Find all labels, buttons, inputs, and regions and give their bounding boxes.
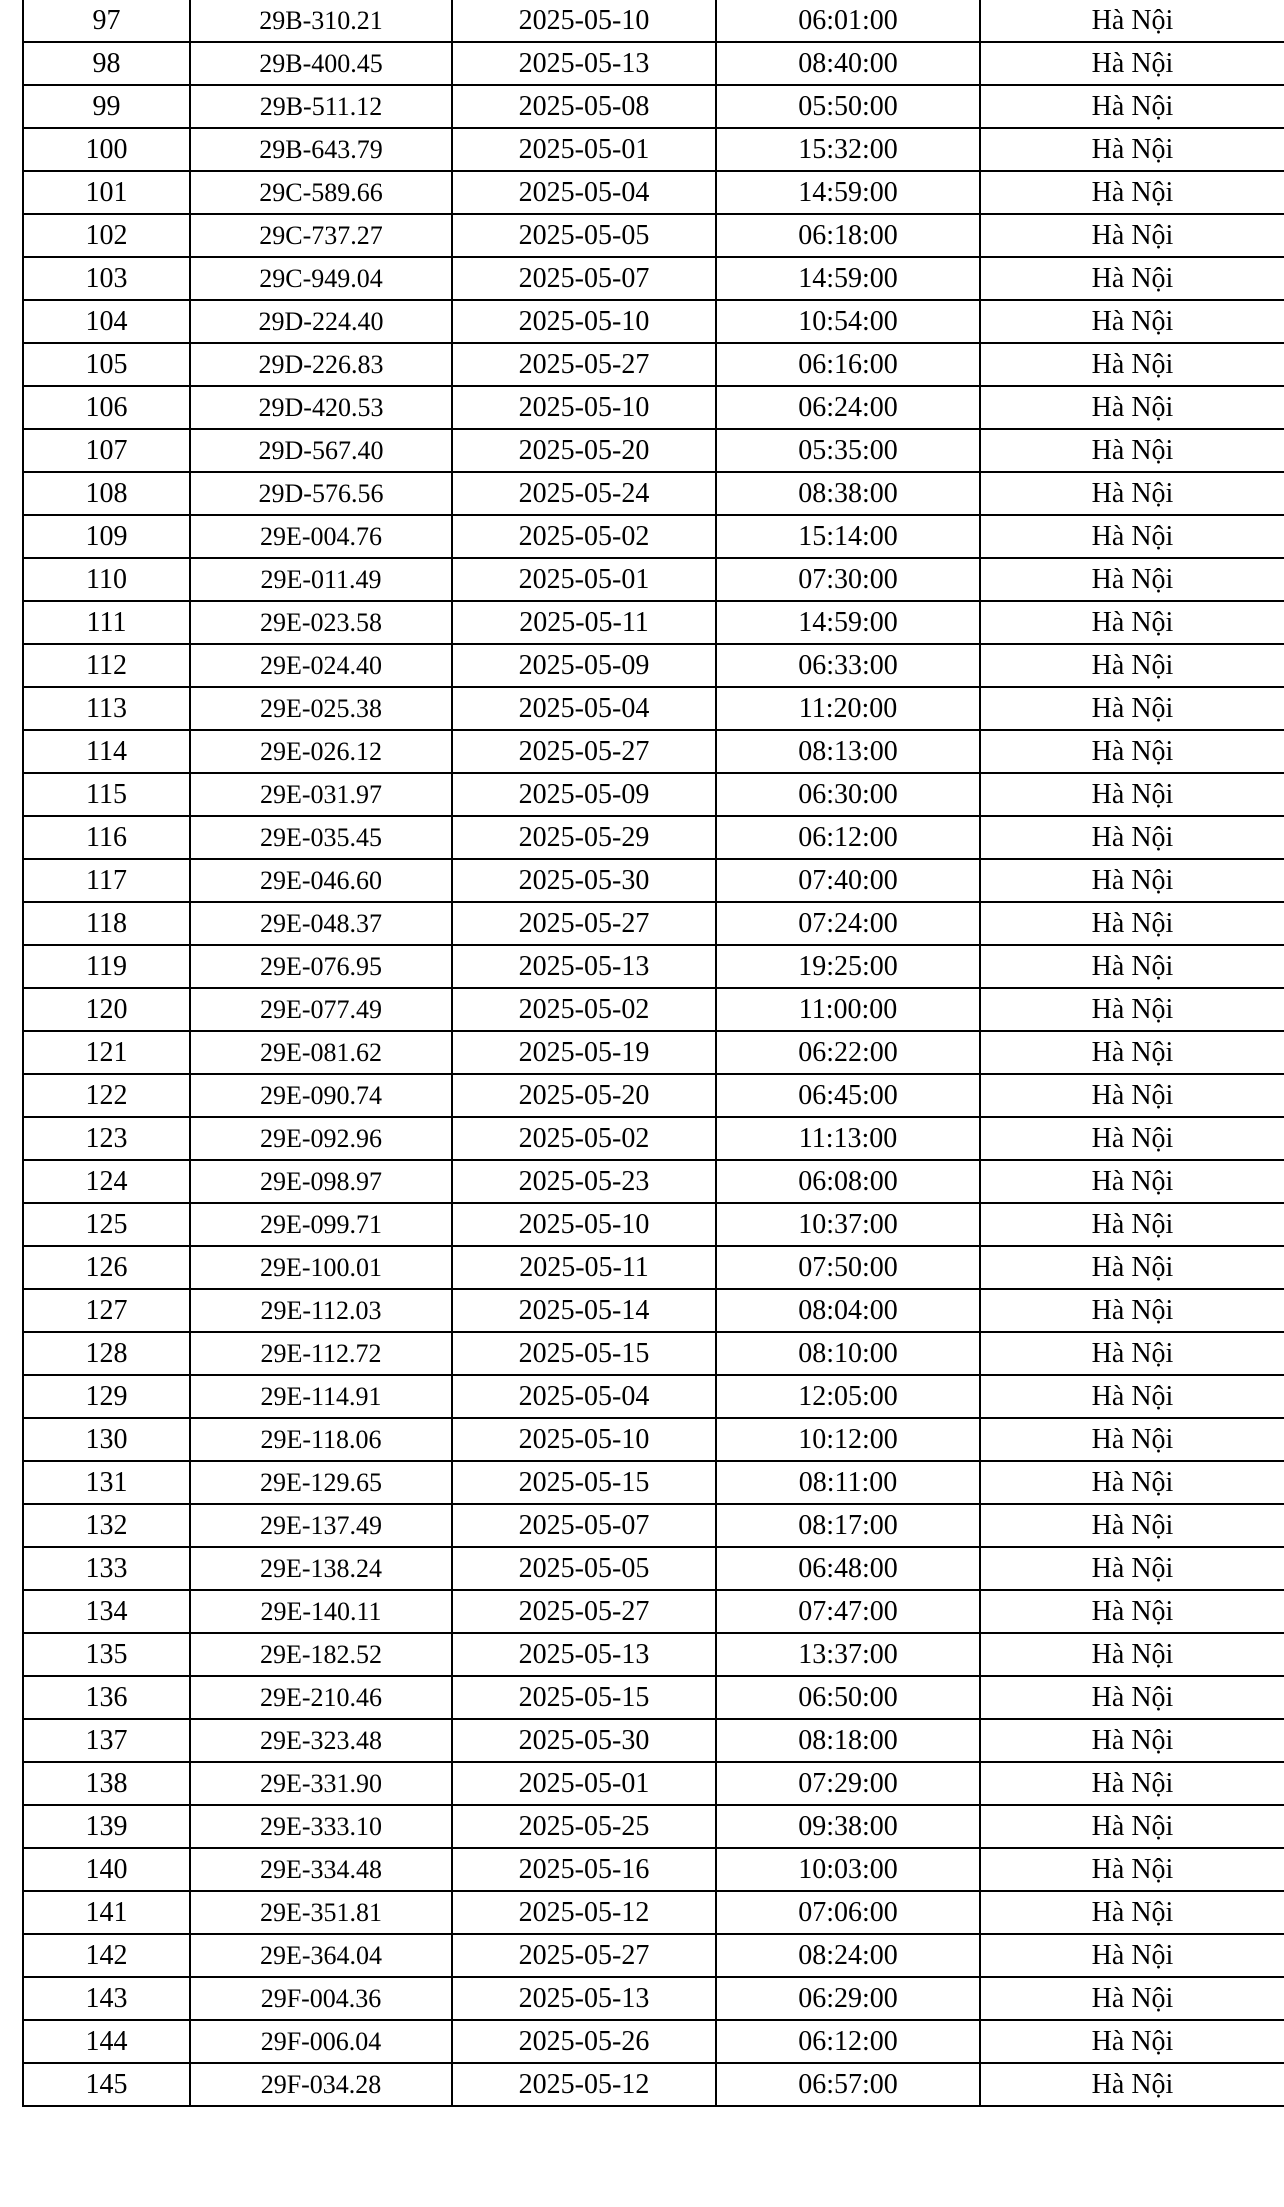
row-number: 110 — [23, 558, 190, 601]
row-number: 105 — [23, 343, 190, 386]
table-row — [23, 601, 1284, 644]
location: Hà Nội — [980, 1762, 1284, 1805]
violation-time: 08:40:00 — [716, 42, 980, 85]
table-row — [23, 1977, 1284, 2020]
location: Hà Nội — [980, 214, 1284, 257]
license-plate: 29E-364.04 — [190, 1934, 452, 1977]
table-row — [23, 1633, 1284, 1676]
location: Hà Nội — [980, 42, 1284, 85]
license-plate: 29E-090.74 — [190, 1074, 452, 1117]
violation-time: 10:37:00 — [716, 1203, 980, 1246]
table-row — [23, 1504, 1284, 1547]
violation-time: 14:59:00 — [716, 171, 980, 214]
violation-date: 2025-05-07 — [452, 257, 716, 300]
violation-date: 2025-05-23 — [452, 1160, 716, 1203]
violation-date: 2025-05-13 — [452, 42, 716, 85]
license-plate: 29E-076.95 — [190, 945, 452, 988]
row-number: 142 — [23, 1934, 190, 1977]
location: Hà Nội — [980, 859, 1284, 902]
violation-time: 12:05:00 — [716, 1375, 980, 1418]
license-plate: 29E-092.96 — [190, 1117, 452, 1160]
location: Hà Nội — [980, 1504, 1284, 1547]
violation-time: 06:48:00 — [716, 1547, 980, 1590]
row-number: 123 — [23, 1117, 190, 1160]
table-row — [23, 429, 1284, 472]
row-number: 144 — [23, 2020, 190, 2063]
row-number: 121 — [23, 1031, 190, 1074]
violation-date: 2025-05-12 — [452, 1891, 716, 1934]
violation-time: 15:14:00 — [716, 515, 980, 558]
location: Hà Nội — [980, 1074, 1284, 1117]
violation-time: 14:59:00 — [716, 257, 980, 300]
license-plate: 29C-949.04 — [190, 257, 452, 300]
row-number: 111 — [23, 601, 190, 644]
violation-date: 2025-05-13 — [452, 1977, 716, 2020]
license-plate: 29F-034.28 — [190, 2063, 452, 2106]
license-plate: 29E-323.48 — [190, 1719, 452, 1762]
license-plate: 29E-140.11 — [190, 1590, 452, 1633]
table-row — [23, 1074, 1284, 1117]
license-plate: 29E-046.60 — [190, 859, 452, 902]
row-number: 141 — [23, 1891, 190, 1934]
violations-table — [22, 0, 1284, 2107]
location: Hà Nội — [980, 1633, 1284, 1676]
row-number: 97 — [23, 0, 190, 42]
row-number: 107 — [23, 429, 190, 472]
license-plate: 29B-310.21 — [190, 0, 452, 42]
license-plate: 29D-224.40 — [190, 300, 452, 343]
violation-date: 2025-05-05 — [452, 214, 716, 257]
violation-time: 08:18:00 — [716, 1719, 980, 1762]
row-number: 139 — [23, 1805, 190, 1848]
table-row — [23, 300, 1284, 343]
table-body — [23, 0, 1284, 2106]
row-number: 138 — [23, 1762, 190, 1805]
location: Hà Nội — [980, 988, 1284, 1031]
license-plate: 29D-226.83 — [190, 343, 452, 386]
violation-time: 08:10:00 — [716, 1332, 980, 1375]
violation-date: 2025-05-30 — [452, 1719, 716, 1762]
row-number: 98 — [23, 42, 190, 85]
table-row — [23, 2063, 1284, 2106]
location: Hà Nội — [980, 644, 1284, 687]
license-plate: 29E-351.81 — [190, 1891, 452, 1934]
violation-time: 19:25:00 — [716, 945, 980, 988]
violation-date: 2025-05-07 — [452, 1504, 716, 1547]
location: Hà Nội — [980, 1031, 1284, 1074]
violation-date: 2025-05-13 — [452, 945, 716, 988]
violation-time: 07:47:00 — [716, 1590, 980, 1633]
violation-time: 08:38:00 — [716, 472, 980, 515]
license-plate: 29E-118.06 — [190, 1418, 452, 1461]
location: Hà Nội — [980, 472, 1284, 515]
license-plate: 29E-137.49 — [190, 1504, 452, 1547]
table-row — [23, 472, 1284, 515]
violation-time: 08:04:00 — [716, 1289, 980, 1332]
violation-date: 2025-05-25 — [452, 1805, 716, 1848]
table-row — [23, 1547, 1284, 1590]
violation-date: 2025-05-26 — [452, 2020, 716, 2063]
violation-date: 2025-05-10 — [452, 300, 716, 343]
violation-time: 06:33:00 — [716, 644, 980, 687]
violation-time: 11:20:00 — [716, 687, 980, 730]
table-row — [23, 644, 1284, 687]
location: Hà Nội — [980, 687, 1284, 730]
violation-time: 14:59:00 — [716, 601, 980, 644]
table-row — [23, 1160, 1284, 1203]
license-plate: 29E-331.90 — [190, 1762, 452, 1805]
row-number: 122 — [23, 1074, 190, 1117]
license-plate: 29E-138.24 — [190, 1547, 452, 1590]
violation-time: 11:13:00 — [716, 1117, 980, 1160]
violation-time: 08:17:00 — [716, 1504, 980, 1547]
license-plate: 29E-333.10 — [190, 1805, 452, 1848]
violation-date: 2025-05-01 — [452, 558, 716, 601]
table-row — [23, 816, 1284, 859]
license-plate: 29E-025.38 — [190, 687, 452, 730]
violation-date: 2025-05-09 — [452, 773, 716, 816]
row-number: 124 — [23, 1160, 190, 1203]
violation-date: 2025-05-14 — [452, 1289, 716, 1332]
row-number: 106 — [23, 386, 190, 429]
violation-date: 2025-05-10 — [452, 0, 716, 42]
violation-time: 06:18:00 — [716, 214, 980, 257]
table-row — [23, 1289, 1284, 1332]
violation-time: 10:03:00 — [716, 1848, 980, 1891]
location: Hà Nội — [980, 1117, 1284, 1160]
location: Hà Nội — [980, 1461, 1284, 1504]
row-number: 126 — [23, 1246, 190, 1289]
license-plate: 29E-031.97 — [190, 773, 452, 816]
license-plate: 29E-112.72 — [190, 1332, 452, 1375]
violation-time: 06:22:00 — [716, 1031, 980, 1074]
location: Hà Nội — [980, 1848, 1284, 1891]
license-plate: 29E-026.12 — [190, 730, 452, 773]
location: Hà Nội — [980, 1891, 1284, 1934]
table-row — [23, 1246, 1284, 1289]
location: Hà Nội — [980, 1977, 1284, 2020]
row-number: 118 — [23, 902, 190, 945]
violation-date: 2025-05-04 — [452, 171, 716, 214]
location: Hà Nội — [980, 300, 1284, 343]
license-plate: 29F-006.04 — [190, 2020, 452, 2063]
location: Hà Nội — [980, 257, 1284, 300]
table-row — [23, 1461, 1284, 1504]
row-number: 130 — [23, 1418, 190, 1461]
violation-date: 2025-05-01 — [452, 128, 716, 171]
table-row — [23, 1332, 1284, 1375]
violation-time: 09:38:00 — [716, 1805, 980, 1848]
license-plate: 29B-511.12 — [190, 85, 452, 128]
location: Hà Nội — [980, 1805, 1284, 1848]
license-plate: 29C-589.66 — [190, 171, 452, 214]
row-number: 100 — [23, 128, 190, 171]
table-row — [23, 1805, 1284, 1848]
table-row — [23, 687, 1284, 730]
violation-time: 05:35:00 — [716, 429, 980, 472]
row-number: 120 — [23, 988, 190, 1031]
violation-time: 07:06:00 — [716, 1891, 980, 1934]
location: Hà Nội — [980, 1289, 1284, 1332]
violation-time: 07:30:00 — [716, 558, 980, 601]
row-number: 114 — [23, 730, 190, 773]
license-plate: 29E-100.01 — [190, 1246, 452, 1289]
row-number: 133 — [23, 1547, 190, 1590]
location: Hà Nội — [980, 515, 1284, 558]
violation-date: 2025-05-13 — [452, 1633, 716, 1676]
location: Hà Nội — [980, 343, 1284, 386]
table-row — [23, 1117, 1284, 1160]
location: Hà Nội — [980, 902, 1284, 945]
table-row — [23, 902, 1284, 945]
table-row — [23, 386, 1284, 429]
table-row — [23, 515, 1284, 558]
violation-time: 08:11:00 — [716, 1461, 980, 1504]
violation-time: 06:08:00 — [716, 1160, 980, 1203]
violation-date: 2025-05-27 — [452, 902, 716, 945]
table-row — [23, 1031, 1284, 1074]
violation-time: 06:24:00 — [716, 386, 980, 429]
location: Hà Nội — [980, 1676, 1284, 1719]
table-row — [23, 128, 1284, 171]
row-number: 132 — [23, 1504, 190, 1547]
violation-time: 07:29:00 — [716, 1762, 980, 1805]
table-row — [23, 1719, 1284, 1762]
row-number: 113 — [23, 687, 190, 730]
location: Hà Nội — [980, 1332, 1284, 1375]
violation-date: 2025-05-01 — [452, 1762, 716, 1805]
violation-time: 07:50:00 — [716, 1246, 980, 1289]
location: Hà Nội — [980, 2020, 1284, 2063]
violation-time: 13:37:00 — [716, 1633, 980, 1676]
location: Hà Nội — [980, 1375, 1284, 1418]
license-plate: 29E-182.52 — [190, 1633, 452, 1676]
violation-time: 10:54:00 — [716, 300, 980, 343]
location: Hà Nội — [980, 1418, 1284, 1461]
row-number: 109 — [23, 515, 190, 558]
license-plate: 29E-023.58 — [190, 601, 452, 644]
location: Hà Nội — [980, 730, 1284, 773]
violation-time: 06:12:00 — [716, 816, 980, 859]
violation-date: 2025-05-24 — [452, 472, 716, 515]
row-number: 119 — [23, 945, 190, 988]
violation-date: 2025-05-09 — [452, 644, 716, 687]
violation-date: 2025-05-11 — [452, 1246, 716, 1289]
violation-time: 15:32:00 — [716, 128, 980, 171]
table-row — [23, 214, 1284, 257]
violation-time: 05:50:00 — [716, 85, 980, 128]
table-row — [23, 85, 1284, 128]
violation-date: 2025-05-10 — [452, 1203, 716, 1246]
row-number: 125 — [23, 1203, 190, 1246]
license-plate: 29E-035.45 — [190, 816, 452, 859]
table-row — [23, 1934, 1284, 1977]
license-plate: 29E-048.37 — [190, 902, 452, 945]
violation-date: 2025-05-05 — [452, 1547, 716, 1590]
table-row — [23, 859, 1284, 902]
table-row — [23, 730, 1284, 773]
violation-date: 2025-05-29 — [452, 816, 716, 859]
location: Hà Nội — [980, 85, 1284, 128]
violation-date: 2025-05-30 — [452, 859, 716, 902]
violation-time: 06:01:00 — [716, 0, 980, 42]
license-plate: 29E-112.03 — [190, 1289, 452, 1332]
license-plate: 29E-114.91 — [190, 1375, 452, 1418]
location: Hà Nội — [980, 1203, 1284, 1246]
row-number: 115 — [23, 773, 190, 816]
location: Hà Nội — [980, 558, 1284, 601]
license-plate: 29E-077.49 — [190, 988, 452, 1031]
location: Hà Nội — [980, 1547, 1284, 1590]
row-number: 108 — [23, 472, 190, 515]
row-number: 101 — [23, 171, 190, 214]
row-number: 127 — [23, 1289, 190, 1332]
violation-time: 07:40:00 — [716, 859, 980, 902]
license-plate: 29D-420.53 — [190, 386, 452, 429]
violation-date: 2025-05-15 — [452, 1461, 716, 1504]
table-row — [23, 171, 1284, 214]
table-row — [23, 945, 1284, 988]
table-row — [23, 1891, 1284, 1934]
violation-date: 2025-05-08 — [452, 85, 716, 128]
table-row — [23, 1590, 1284, 1633]
license-plate: 29E-210.46 — [190, 1676, 452, 1719]
row-number: 145 — [23, 2063, 190, 2106]
license-plate: 29E-099.71 — [190, 1203, 452, 1246]
row-number: 102 — [23, 214, 190, 257]
violation-date: 2025-05-15 — [452, 1676, 716, 1719]
table-row — [23, 2020, 1284, 2063]
violation-date: 2025-05-27 — [452, 1590, 716, 1633]
location: Hà Nội — [980, 1160, 1284, 1203]
table-row — [23, 1676, 1284, 1719]
license-plate: 29F-004.36 — [190, 1977, 452, 2020]
row-number: 116 — [23, 816, 190, 859]
location: Hà Nội — [980, 0, 1284, 42]
violation-date: 2025-05-27 — [452, 730, 716, 773]
location: Hà Nội — [980, 1719, 1284, 1762]
license-plate: 29E-024.40 — [190, 644, 452, 687]
violation-date: 2025-05-11 — [452, 601, 716, 644]
table-row — [23, 0, 1284, 42]
location: Hà Nội — [980, 601, 1284, 644]
violation-date: 2025-05-27 — [452, 1934, 716, 1977]
violation-date: 2025-05-10 — [452, 386, 716, 429]
table-row — [23, 1848, 1284, 1891]
violation-date: 2025-05-20 — [452, 429, 716, 472]
license-plate: 29B-400.45 — [190, 42, 452, 85]
row-number: 137 — [23, 1719, 190, 1762]
violation-time: 06:12:00 — [716, 2020, 980, 2063]
location: Hà Nội — [980, 128, 1284, 171]
violation-time: 06:45:00 — [716, 1074, 980, 1117]
table-row — [23, 42, 1284, 85]
license-plate: 29B-643.79 — [190, 128, 452, 171]
violation-date: 2025-05-10 — [452, 1418, 716, 1461]
row-number: 112 — [23, 644, 190, 687]
table-row — [23, 1203, 1284, 1246]
violation-time: 08:13:00 — [716, 730, 980, 773]
row-number: 134 — [23, 1590, 190, 1633]
violation-date: 2025-05-19 — [452, 1031, 716, 1074]
row-number: 129 — [23, 1375, 190, 1418]
violation-date: 2025-05-12 — [452, 2063, 716, 2106]
violation-date: 2025-05-20 — [452, 1074, 716, 1117]
table-row — [23, 773, 1284, 816]
license-plate: 29E-011.49 — [190, 558, 452, 601]
license-plate: 29C-737.27 — [190, 214, 452, 257]
row-number: 117 — [23, 859, 190, 902]
row-number: 136 — [23, 1676, 190, 1719]
violation-time: 11:00:00 — [716, 988, 980, 1031]
violation-time: 06:30:00 — [716, 773, 980, 816]
location: Hà Nội — [980, 1934, 1284, 1977]
location: Hà Nội — [980, 429, 1284, 472]
location: Hà Nội — [980, 1590, 1284, 1633]
row-number: 135 — [23, 1633, 190, 1676]
license-plate: 29E-129.65 — [190, 1461, 452, 1504]
violation-time: 06:16:00 — [716, 343, 980, 386]
location: Hà Nội — [980, 171, 1284, 214]
license-plate: 29E-334.48 — [190, 1848, 452, 1891]
location: Hà Nội — [980, 1246, 1284, 1289]
row-number: 103 — [23, 257, 190, 300]
row-number: 131 — [23, 1461, 190, 1504]
table-row — [23, 558, 1284, 601]
row-number: 140 — [23, 1848, 190, 1891]
violation-date: 2025-05-04 — [452, 687, 716, 730]
violation-date: 2025-05-04 — [452, 1375, 716, 1418]
violation-time: 06:29:00 — [716, 1977, 980, 2020]
table-row — [23, 1762, 1284, 1805]
violation-date: 2025-05-02 — [452, 515, 716, 558]
table-row — [23, 1375, 1284, 1418]
location: Hà Nội — [980, 2063, 1284, 2106]
table-row — [23, 343, 1284, 386]
row-number: 104 — [23, 300, 190, 343]
location: Hà Nội — [980, 773, 1284, 816]
violation-time: 06:57:00 — [716, 2063, 980, 2106]
row-number: 128 — [23, 1332, 190, 1375]
row-number: 143 — [23, 1977, 190, 2020]
violation-date: 2025-05-27 — [452, 343, 716, 386]
violation-date: 2025-05-16 — [452, 1848, 716, 1891]
license-plate: 29E-004.76 — [190, 515, 452, 558]
violation-time: 07:24:00 — [716, 902, 980, 945]
violation-time: 08:24:00 — [716, 1934, 980, 1977]
violation-date: 2025-05-02 — [452, 988, 716, 1031]
table-row — [23, 1418, 1284, 1461]
license-plate: 29E-081.62 — [190, 1031, 452, 1074]
location: Hà Nội — [980, 816, 1284, 859]
violation-time: 10:12:00 — [716, 1418, 980, 1461]
table-row — [23, 257, 1284, 300]
row-number: 99 — [23, 85, 190, 128]
location: Hà Nội — [980, 945, 1284, 988]
violation-time: 06:50:00 — [716, 1676, 980, 1719]
violation-date: 2025-05-15 — [452, 1332, 716, 1375]
license-plate: 29E-098.97 — [190, 1160, 452, 1203]
location: Hà Nội — [980, 386, 1284, 429]
table-row — [23, 988, 1284, 1031]
violation-date: 2025-05-02 — [452, 1117, 716, 1160]
license-plate: 29D-576.56 — [190, 472, 452, 515]
license-plate: 29D-567.40 — [190, 429, 452, 472]
